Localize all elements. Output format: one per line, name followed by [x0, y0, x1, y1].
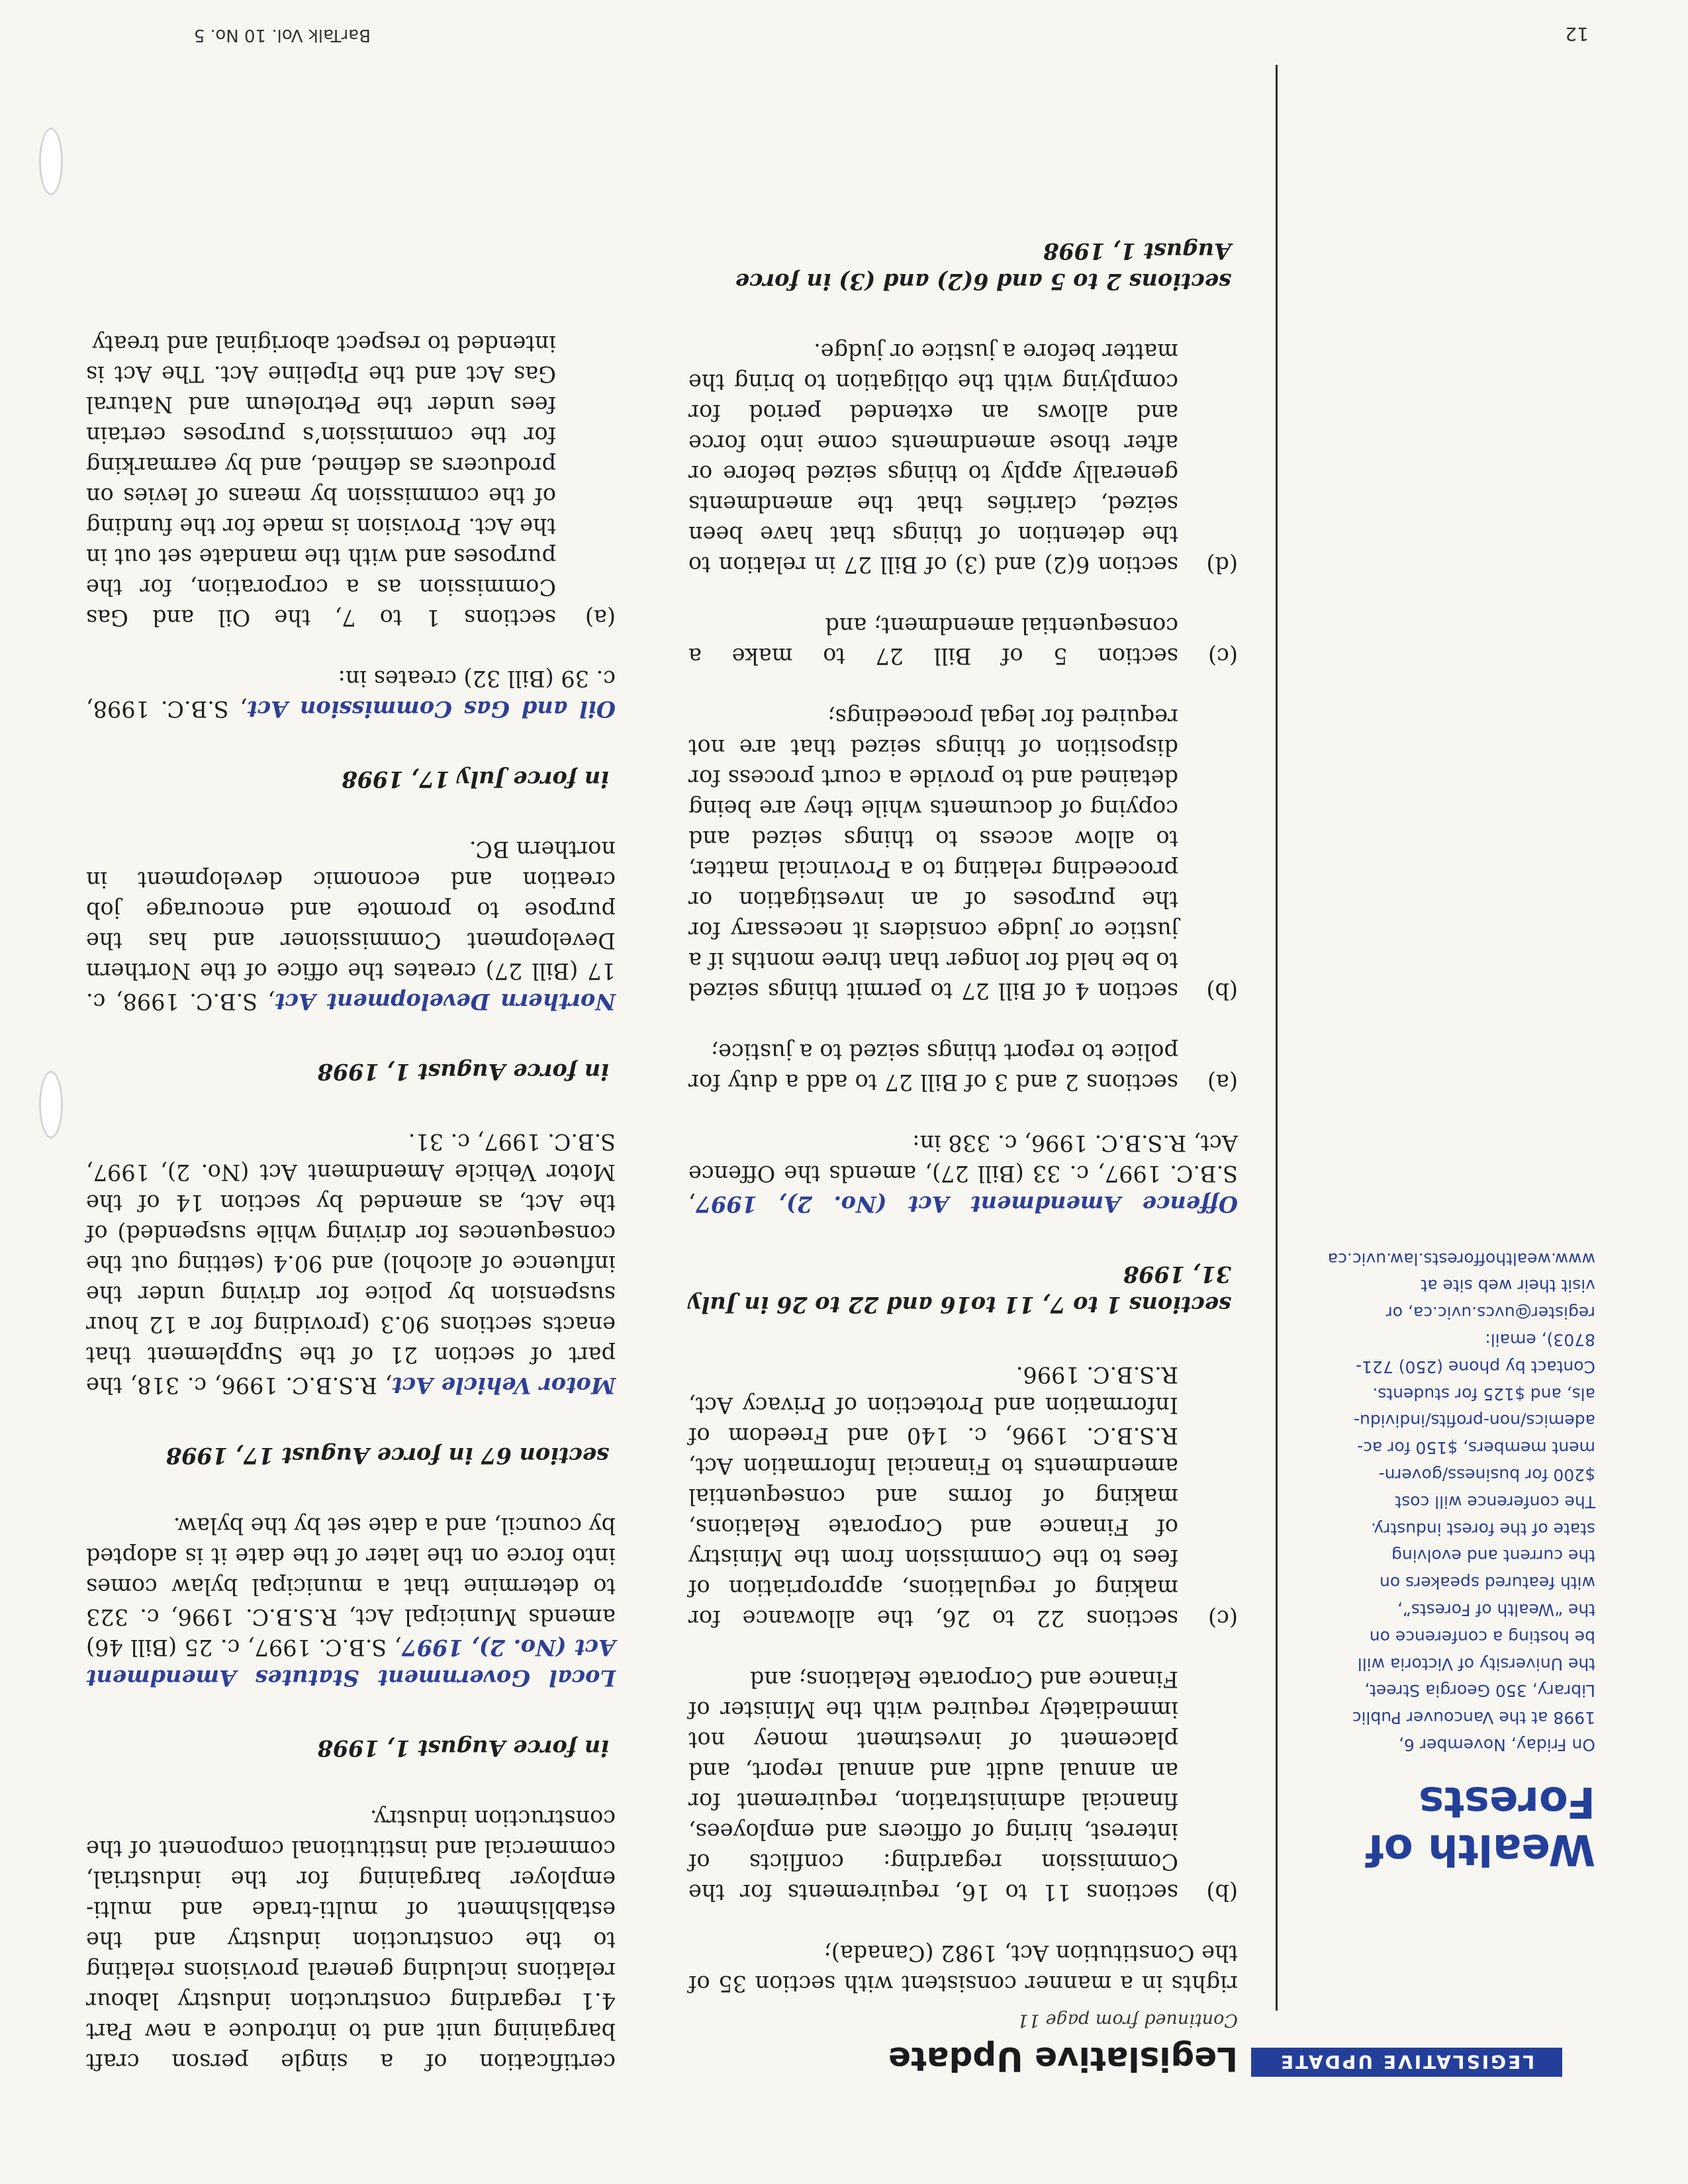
publication-footer: BarTalk Vol. 10 No. 5	[193, 25, 371, 45]
list-item: (a) sections 2 and 3 of Bill 27 to add a duty for police to report things seized to a justice;	[688, 1039, 1238, 1095]
act-paragraph: Northern Development Act, S.B.C. 1998, c. 17 (Bill 27) creates the office of the Northern Development Commissioner and has the purpose to promote and encourage job creation and economic development in northern BC.	[86, 837, 616, 1015]
sidebar-website-link[interactable]: www.wealthofforests.law.uvic.ca	[1327, 1249, 1595, 1269]
list-item: (b) section 4 of Bill 27 to permit things seized to be held for longer than three months if a justice or judge considers it necessary for the purposes of an investigation or proceeding relating to a Provincial matter, to allow access to things seized and copying of documents while they are being detained and to provide a court process for disposition of things seized that are not required for legal proceedings;	[688, 704, 1238, 1004]
list-item: (a) sections 1 to 7, the Oil and Gas Commission as a corporation, for the purposes and with the mandate set out in the Act. Provision is made for the funding of the commission by means of levies on producers as defined, and by earmarking for the commission’s purposes certain fees under the Petroleum and Natural Gas Act and the Pipeline Act. The Act is intended to respect aboriginal and treaty	[86, 331, 616, 631]
sidebar-email-link[interactable]: register@uvcs.uvic.ca, or	[1385, 1303, 1595, 1323]
in-force-note: sections 1 to 7, 11 to16 and 22 to 26 in July 31, 1998	[688, 1261, 1231, 1318]
column-left	[688, 236, 1238, 1999]
act-paragraph: Oil and Gas Commission Act, S.B.C. 1998, c. 39 (Bill 32) creates in:	[85, 666, 616, 722]
section-tab-banner	[1251, 2048, 1562, 2077]
page-number: 12	[1565, 23, 1589, 45]
act-title: Offence Amendment Act (No. 2), 1997	[695, 1191, 1238, 1217]
act-paragraph: Local Government Statutes Amendment Act (No. 2), 1997, S.B.C. 1997, c. 25 (Bill 46) amends Municipal Act, R.S.B.C. 1996, c. 323 to determine that a municipal bylaw comes into force on the later of the date it is adopted by council, and a date set by the bylaw.	[86, 1513, 616, 1691]
section-title: Legislative Update	[888, 2040, 1238, 2078]
act-title: Motor Vehicle Act	[392, 1373, 616, 1398]
list-item: (c) section 5 of Bill 27 to make a consequential amendment; and	[688, 613, 1238, 669]
in-force-note: sections 2 to 5 and 6(2) and (3) in force August 1, 1998	[735, 238, 1231, 295]
act-title: Local Government Statutes Amendment Act (No. 2), 1997	[86, 1635, 616, 1691]
intro-paragraph: rights in a manner consistent with section 35 of the Constitution Act, 1982 (Canada);	[688, 1940, 1238, 1997]
list-item: (d) section 6(2) and (3) of Bill 27 in relation to the detention of things that have been seized, clarifies that the amendments generally apply to things seized before or after those amendments come into force and allows an extended period for complying with the obligation to bring the matter before a justice or judge.	[688, 339, 1238, 578]
binder-hole-decoration	[39, 128, 63, 195]
sidebar-title: Wealth of Forests	[1365, 1777, 1595, 1874]
sidebar-text: On Friday, November 6, 1998 at the Vancouver Public Library, 350 Georgia Street, the University of Victoria will be hosting a conference on the “Wealth of Forests”, with featured speakers on the current and evolving state of the forest industry. The conference will cost $200 for business/govern- ment members, $150 for ac- ademics/non-profits/individu- als, and $125 for students. Contact by phone (250) 721- 8703), email: register@uvcs.uvic.ca, or visit their web site at www.wealthofforests.law.uvic.ca	[1327, 1249, 1595, 1754]
column-right	[86, 328, 616, 2077]
in-force-note: in force July 17, 1998	[342, 766, 609, 792]
act-paragraph: Offence Amendment Act (No. 2), 1997, S.B.C. 1997, c. 33 (Bill 27), amends the Offence Act, R.S.B.C. 1996, c. 338 in:	[688, 1130, 1238, 1217]
list-item: (b) sections 11 to 16, requirements for the Commission regarding: conflicts of interest, hiring of officers and employees, financial administration, requirement for an annual audit and annual report, and placement of investment money not immediately required with the Minister of Finance and Corporate Relations; and	[688, 1666, 1238, 1905]
continued-note: Continued from page 11	[1017, 2010, 1238, 2030]
in-force-note: in force August 1, 1998	[317, 1059, 609, 1085]
sidebar-wealth-of-forests	[1304, 1245, 1595, 1873]
act-title: Northern Development Act	[275, 989, 616, 1015]
act-paragraph: Motor Vehicle Act, R.S.B.C. 1996, c. 318, the part of section 21 of the Supplement that enacts sections 90.3 (providing for a 12 hour suspension by police for driving under the influence of alcohol) and 90.4 (setting out the consequences for driving while suspended) of the Act, as amended by section 14 of the Motor Vehicle Amendment Act (No. 2), 1997, S.B.C. 1997, c. 31.	[86, 1129, 616, 1398]
paragraph: certification of a single person craft bargaining unit and to introduce a new Part 4.1 regarding construction industry labour relations including general provisions relating to the construction industry and the establishment of multi-trade and multi-employer bargaining for the industrial, commercial and institutional component of the construction industry.	[86, 1805, 616, 2075]
list-item: (c) sections 22 to 26, the allowance for making of regulations, appropriation of fees to the Commission from the Ministry of Finance and Corporate Relations, making of forms and consequential amendments to Financial Information Act, R.S.B.C. 1996, c. 140 and Freedom of Information and Protection of Privacy Act, R.S.B.C. 1996.	[688, 1362, 1238, 1631]
sidebar-divider	[1276, 65, 1278, 2011]
act-title: Oil and Gas Commission Act	[247, 696, 616, 722]
in-force-note: in force August 1, 1998	[317, 1735, 609, 1761]
section-tab-label: LEGISLATIVE UPDATE	[1278, 2051, 1535, 2073]
in-force-note: section 67 in force August 17, 1998	[165, 1443, 609, 1469]
